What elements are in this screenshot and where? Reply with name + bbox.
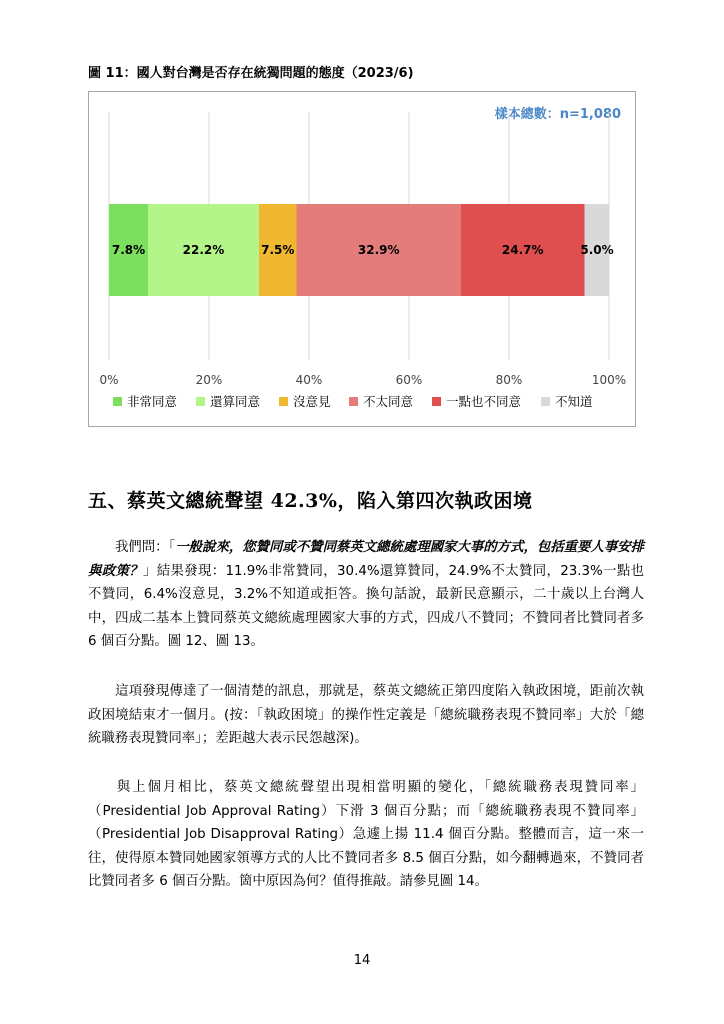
data-label: 32.9% bbox=[357, 243, 400, 257]
legend-swatch bbox=[279, 397, 288, 406]
paragraph-2-text: 這項發現傳達了一個清楚的訊息，那就是，蔡英文總統正第四度陷入執政困境，距前次執政困境結束才一個月。(按：「執政困境」的操作性定義是「總統職務表現不贊同率」大於「總統職務表現贊同率」；差距越大表示民怨越深)。 bbox=[88, 684, 644, 747]
paragraph-3 bbox=[88, 776, 644, 894]
legend-swatch bbox=[349, 397, 358, 406]
data-label: 22.2% bbox=[182, 243, 225, 257]
x-tick-label: 0% bbox=[99, 373, 119, 387]
legend-label: 沒意見 bbox=[293, 394, 331, 409]
paragraph-3-text: 與上個月相比，蔡英文總統聲望出現相當明顯的變化，「總統職務表現贊同率」（Presidential Job Approval Rating）下滑 3 個百分點；而「總統職務表現不贊同率」（Presidential Job Disapproval Rating）急遽上揚 11.4 個百分點。整體而言，這一來一往，使得原本贊同她國家領導方式的人比不贊同者多 8.5 個百分點，如今翻轉過來，不贊同者比贊同者多 6 個百分點。箇中原因為何？值得推敲。請參見圖 14。 bbox=[88, 780, 644, 890]
legend-label: 非常同意 bbox=[127, 394, 178, 409]
data-label: 7.8% bbox=[111, 243, 146, 257]
x-tick-label: 60% bbox=[395, 373, 423, 387]
chart-frame bbox=[88, 91, 636, 427]
data-label: 5.0% bbox=[580, 243, 614, 257]
legend-label: 不知道 bbox=[555, 394, 593, 409]
x-tick-label: 40% bbox=[295, 373, 323, 387]
stacked-bar-chart bbox=[89, 92, 635, 426]
x-tick-label: 100% bbox=[591, 373, 627, 387]
x-tick-label: 20% bbox=[195, 373, 223, 387]
legend-label: 一點也不同意 bbox=[446, 394, 522, 409]
sample-total-label: 樣本總數：n=1,080 bbox=[494, 107, 621, 122]
paragraph-1-post: 」結果發現：11.9%非常贊同，30.4%還算贊同，24.9%不太贊同，23.3%一點也不贊同，6.4%沒意見，3.2%不知道或拒答。換句話說，最新民意顯示，二十歲以上台灣人中，四成二基本上贊同蔡英文總統處理國家大事的方式，四成八不贊同；不贊同者比贊同者多 6 個百分點。圖 12、圖 13。 bbox=[88, 563, 645, 650]
legend-label: 還算同意 bbox=[210, 394, 261, 409]
paragraph-2 bbox=[88, 680, 644, 751]
paragraph-1-pre: 我們問：「 bbox=[115, 540, 176, 555]
figure-caption: 圖 11：國人對台灣是否存在統獨問題的態度（2023/6) bbox=[88, 66, 414, 81]
legend-swatch bbox=[432, 397, 441, 406]
legend-swatch bbox=[196, 397, 205, 406]
data-label: 24.7% bbox=[501, 243, 544, 257]
section-title: 五、蔡英文總統聲望 42.3%，陷入第四次執政困境 bbox=[88, 490, 533, 512]
legend-label: 不太同意 bbox=[363, 394, 414, 409]
data-label: 7.5% bbox=[261, 243, 295, 257]
x-tick-label: 80% bbox=[495, 373, 523, 387]
legend-swatch bbox=[541, 397, 550, 406]
survey-question: 一般說來，您贊同或不贊同蔡英文總統處理國家大事的方式，包括重要人事安排與政策？ bbox=[88, 540, 644, 579]
legend-swatch bbox=[113, 397, 122, 406]
page-number: 14 bbox=[353, 953, 371, 968]
paragraph-1 bbox=[88, 536, 644, 654]
